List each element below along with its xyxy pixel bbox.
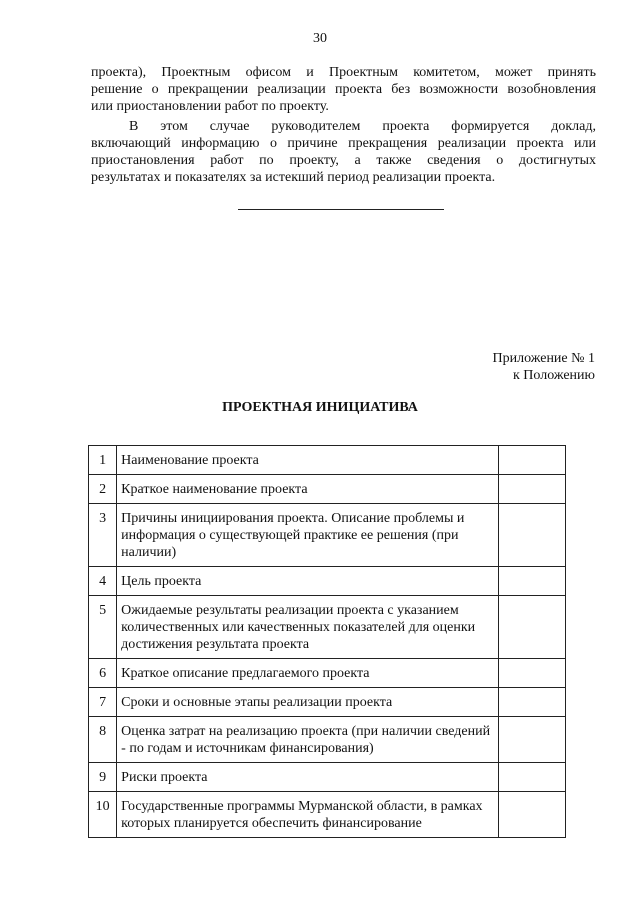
- section-divider: [238, 209, 444, 210]
- row-number: 9: [89, 763, 117, 792]
- row-label: Ожидаемые результаты реализации проекта с указанием количественных или качественных показателей для оценки достижения результата проекта: [117, 596, 498, 659]
- row-value-cell: [498, 567, 565, 596]
- table-row: [89, 475, 566, 504]
- row-label: Цель проекта: [117, 567, 498, 596]
- table-row: [89, 688, 566, 717]
- appendix-reference: к Положению: [512, 368, 595, 383]
- row-value-cell: [498, 659, 565, 688]
- row-value-cell: [498, 596, 565, 659]
- row-value-cell: [498, 504, 565, 567]
- row-value-cell: [498, 763, 565, 792]
- row-number: 2: [89, 475, 117, 504]
- table-row: [89, 567, 566, 596]
- paragraph-2-line-1: В этом случае руководителем проекта формируется доклад,: [129, 119, 596, 134]
- paragraph-2-line-2: включающий информацию о причине прекращения реализации проекта или: [91, 136, 596, 151]
- row-label: Наименование проекта: [117, 446, 498, 475]
- row-value-cell: [498, 688, 565, 717]
- table-row: [89, 504, 566, 567]
- paragraph-1-line-1: проекта), Проектным офисом и Проектным комитетом, может принять: [91, 65, 596, 80]
- row-label: Государственные программы Мурманской области, в рамках которых планируется обеспечить финансирование: [117, 792, 498, 838]
- paragraph-2-line-3: приостановления работ по проекту, а также сведения о достигнутых: [91, 153, 596, 168]
- row-number: 8: [89, 717, 117, 763]
- row-number: 6: [89, 659, 117, 688]
- row-label: Оценка затрат на реализацию проекта (при наличии сведений - по годам и источникам финансирования): [117, 717, 498, 763]
- row-number: 3: [89, 504, 117, 567]
- document-title: ПРОЕКТНАЯ ИНИЦИАТИВА: [222, 400, 418, 415]
- paragraph-1-line-2: решение о прекращении реализации проекта без возможности возобновления: [91, 82, 596, 97]
- row-value-cell: [498, 792, 565, 838]
- page-number: 30: [313, 31, 327, 46]
- row-number: 4: [89, 567, 117, 596]
- table-row: [89, 792, 566, 838]
- row-label: Сроки и основные этапы реализации проекта: [117, 688, 498, 717]
- row-number: 5: [89, 596, 117, 659]
- row-number: 1: [89, 446, 117, 475]
- project-initiative-table: [88, 445, 566, 838]
- row-number: 10: [89, 792, 117, 838]
- paragraph-1-line-3: или приостановлении работ по проекту.: [91, 99, 329, 114]
- paragraph-2-line-4: результатах и показателях за истекший период реализации проекта.: [91, 170, 496, 185]
- table-row: [89, 659, 566, 688]
- table-row: [89, 763, 566, 792]
- row-value-cell: [498, 475, 565, 504]
- appendix-label: Приложение № 1: [492, 351, 595, 366]
- row-label: Причины инициирования проекта. Описание проблемы и информация о существующей практике ее решения (при наличии): [117, 504, 498, 567]
- table-row: [89, 717, 566, 763]
- table-row: [89, 446, 566, 475]
- row-label: Краткое описание предлагаемого проекта: [117, 659, 498, 688]
- row-label: Краткое наименование проекта: [117, 475, 498, 504]
- table-row: [89, 596, 566, 659]
- row-number: 7: [89, 688, 117, 717]
- row-value-cell: [498, 446, 565, 475]
- row-value-cell: [498, 717, 565, 763]
- row-label: Риски проекта: [117, 763, 498, 792]
